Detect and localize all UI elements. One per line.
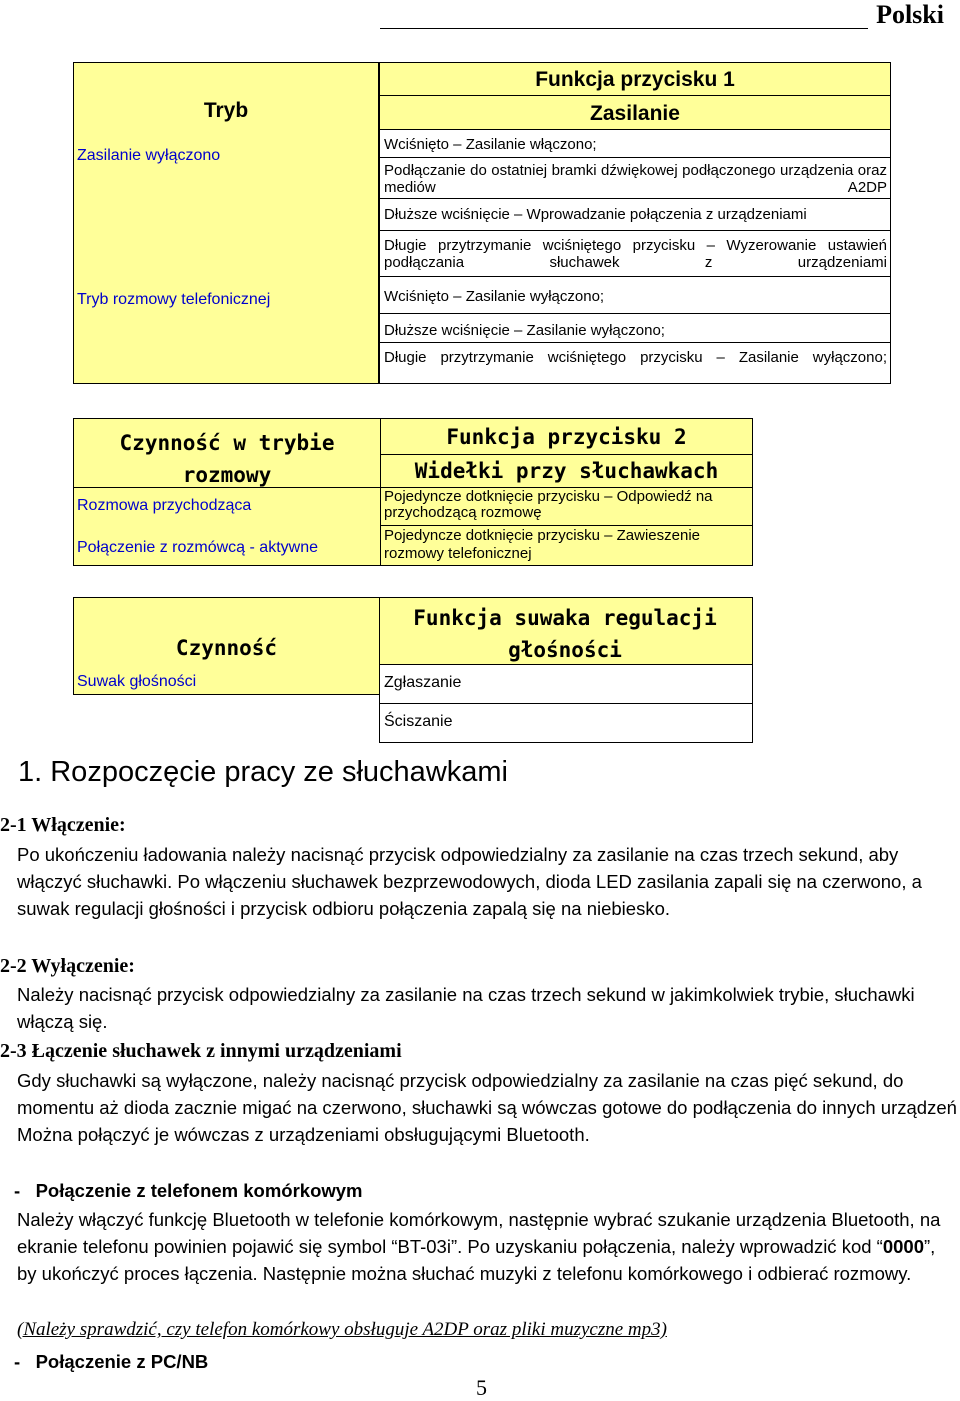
mode-header: Tryb <box>203 99 249 122</box>
incoming-call-action: Pojedyncze dotknięcie przycisku – Odpowiedź na przychodzącą rozmowę <box>384 488 713 521</box>
mode-power-off: Zasilanie wyłączono <box>77 147 221 164</box>
volume-up-cell <box>379 664 753 704</box>
paragraph-power-off: Należy nacisnąć przycisk odpowiedzialny za zasilanie na czas trzech sekund w jakimkolwiek trybie, słuchawki włączą się. <box>17 984 915 1032</box>
volume-slider-table <box>73 597 753 743</box>
volume-function-header-cell <box>379 597 753 665</box>
function-row: Dłuższe wciśnięcie – Wprowadzanie połączenia z urządzeniami <box>379 198 891 231</box>
incoming-call-label: Rozmowa przychodząca <box>77 497 252 514</box>
function1-subheader: Zasilanie <box>379 95 891 130</box>
section-title: 1. Rozpoczęcie pracy ze słuchawkami <box>18 756 508 788</box>
heading-pairing: 2-3 Łączenie słuchawek z innymi urządzeniami <box>0 1040 402 1062</box>
active-call-label: Połączenie z rozmówcą - aktywne <box>77 539 318 556</box>
button1-function-table <box>73 62 891 384</box>
volume-down-label: Ściszanie <box>384 713 453 730</box>
function-row: Wciśnięto – Zasilanie wyłączono; <box>379 276 891 314</box>
call-action-header: Czynność w trybie rozmowy <box>119 431 335 487</box>
a2dp-note: (Należy sprawdzić, czy telefon komórkowy obsługuje A2DP oraz pliki muzyczne mp3) <box>17 1319 667 1340</box>
function-row: Długie przytrzymanie wciśniętego przycisku – Wyzerowanie ustawień podłączania słuchawek z urządzeniami <box>379 230 891 277</box>
volume-left-column <box>73 597 380 695</box>
function2-subheader: Widełki przy słuchawkach <box>414 459 719 483</box>
bullet-phone: - Połączenie z telefonem komórkowym <box>14 1180 363 1201</box>
paragraph-phone-pairing <box>17 1206 957 1287</box>
function1-header: Funkcja przycisku 1 <box>379 62 891 96</box>
active-call-action: Pojedyncze dotknięcie przycisku – Zawieszenie rozmowy telefonicznej <box>384 527 700 562</box>
function-row: Dłuższe wciśnięcie – Zasilanie wyłączono; <box>379 313 891 343</box>
function-row: Podłączanie do ostatniej bramki dźwiękowej podłączonego urządzenia oraz mediów A2DP <box>379 157 891 199</box>
mode-column <box>73 62 379 384</box>
phone-pairing-text-end: ”, by ukończyć proces łączenia. Następnie można słuchać muzyki z telefonu komórkowego i odbierać rozmowy. <box>17 1236 936 1284</box>
function-row: Wciśnięto – Zasilanie włączono; <box>379 129 891 158</box>
action-header: Czynność <box>175 636 278 660</box>
divider <box>380 454 753 455</box>
mode-phone-call: Tryb rozmowy telefonicznej <box>77 291 271 308</box>
language-label: Polski <box>876 0 944 29</box>
volume-slider-label: Suwak głośności <box>77 673 197 690</box>
bullet-pc: - Połączenie z PC/NB <box>14 1351 209 1372</box>
heading-power-on: 2-1 Włączenie: <box>0 814 126 836</box>
page-number: 5 <box>476 1375 487 1400</box>
heading-power-off: 2-2 Wyłączenie: <box>0 955 135 977</box>
paragraph-power-on: Po ukończeniu ładowania należy nacisnąć przycisk odpowiedzialny za zasilanie na czas trzech sekund, aby włączyć słuchawki. Po włączeniu słuchawek bezprzewodowych, dioda LED zasilania zapali się na czerwono, a suwak regulacji głośności i przycisk odbioru połączenia zapalą się na niebiesko. <box>17 844 922 919</box>
header-rule <box>380 28 868 29</box>
function-row: Długie przytrzymanie wciśniętego przycisku – Zasilanie wyłączono; <box>379 342 891 384</box>
volume-up-label: Zgłaszanie <box>384 674 462 691</box>
paragraph-pairing: Gdy słuchawki są wyłączone, należy nacisnąć przycisk odpowiedzialny za zasilanie na czas pięć sekund, do momentu aż dioda zacznie migać na czerwono, słuchawki są wówczas gotowe do podłączenia do innych urządzeń Można połączyć je wówczas z urządzeniami obsługującymi Bluetooth. <box>17 1070 957 1145</box>
volume-function-header: Funkcja suwaka regulacji głośności <box>413 606 717 662</box>
pairing-code: 0000 <box>882 1236 924 1257</box>
volume-down-cell <box>379 703 753 743</box>
button2-function-table <box>73 418 753 566</box>
function2-header: Funkcja przycisku 2 <box>446 425 687 449</box>
divider <box>380 525 753 526</box>
phone-pairing-text: Należy włączyć funkcję Bluetooth w telefonie komórkowym, następnie wybrać szukanie urządzenia Bluetooth, na ekranie telefonu powinien pojawić się symbol “BT-03i”. Po uzyskaniu połączenia, należy wprowadzić kod “ <box>17 1209 941 1257</box>
